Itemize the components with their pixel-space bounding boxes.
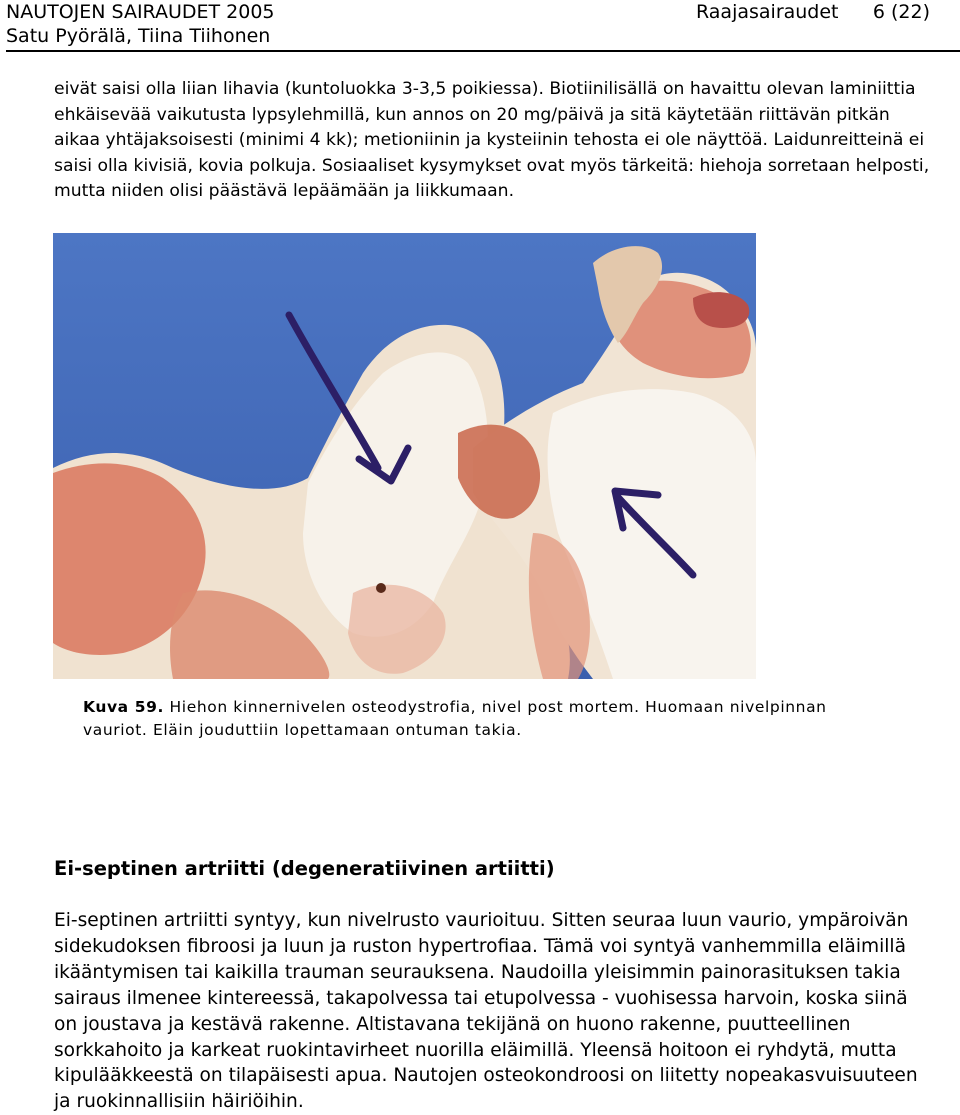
document-title: NAUTOJEN SAIRAUDET 2005	[6, 1, 275, 23]
figure-caption-text: Hiehon kinnernivelen osteodystrofia, nivel post mortem. Huomaan nivelpinnan vauriot. Eläin jouduttiin lopettamaan ontuman takia.	[83, 698, 827, 739]
body-paragraph: eivät saisi olla liian lihavia (kuntoluokka 3-3,5 poikiessa). Biotiinilisällä on havaittu olevan laminiittia ehkäisevää vaikutusta lypsylehmillä, kun annos on 20 mg/päivä ja sitä käytetään riittävän pitkän aikaa yhtäjaksoisesti (minimi 4 kk); metioniinin ja kysteiinin tehosta ei ole näyttöä. Laidunreitteinä ei saisi olla kivisiä, kovia polkuja. Sosiaaliset kysymykset ovat myös tärkeitä: hiehoja sorretaan helposti, mutta niiden olisi päästävä lepäämään ja liikkumaan.	[54, 79, 930, 201]
joint-photo	[53, 233, 756, 679]
section-name: Raajasairaudet	[696, 1, 839, 23]
page-header	[6, 0, 958, 52]
page-number: 6 (22)	[872, 1, 930, 23]
section-heading: Ei-septinen artriitti (degeneratiivinen artiitti)	[54, 857, 555, 880]
section-body: Ei-septinen artriitti syntyy, kun nivelrusto vaurioituu. Sitten seuraa luun vaurio, ympäroivän sidekudoksen fibroosi ja luun ja ruston hypertrofiaa. Tämä voi syntyä vanhemmilla eläimillä ikääntymisen tai kaikilla trauman seurauksena. Naudoilla yleisimmin painorasituksen takia sairaus ilmenee kintereessä, takapolvessa tai etupolvessa - vuohisessa harvoin, koska siinä on joustava ja kestävä rakenne. Altistavana tekijänä on huono rakenne, puutteellinen sorkkahoito ja karkeat ruokintavirheet nuorilla eläimillä. Yleensä hoitoon ei ryhdytä, mutta kipulääkkeestä on tilapäisesti apua. Nautojen osteokondroosi on liitetty nopeakasvuisuuteen ja ruokinnallisiin häiriöihin.	[54, 910, 918, 1113]
header-rule	[6, 50, 960, 52]
document-authors: Satu Pyörälä, Tiina Tiihonen	[6, 25, 271, 47]
figure-label: Kuva 59.	[83, 698, 164, 716]
lesion-dot	[376, 583, 386, 593]
figure-caption	[83, 696, 843, 742]
